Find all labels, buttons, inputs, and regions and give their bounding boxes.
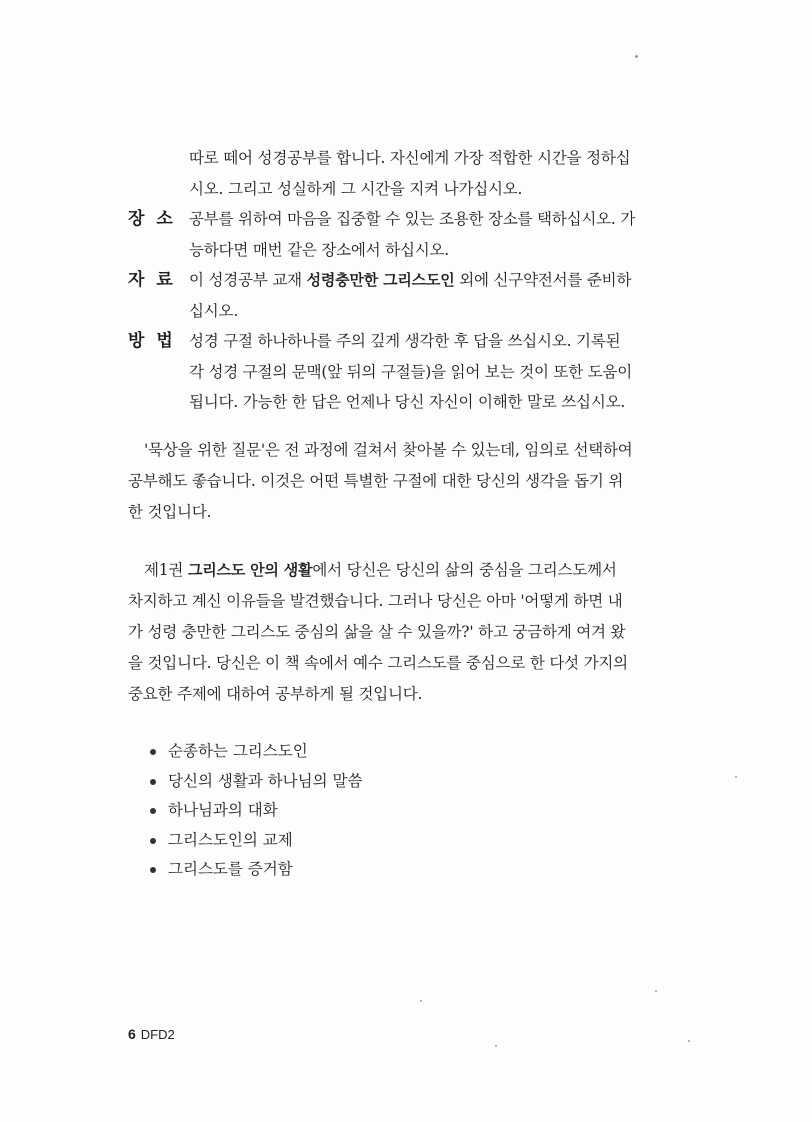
guideline-description xyxy=(189,143,688,204)
text-line: 차지하고 계신 이유들을 발견했습니다. 그러나 당신은 아마 '어떻게 하면 내 xyxy=(128,592,623,610)
bullet-icon xyxy=(150,838,156,844)
page-number: 6 xyxy=(128,1026,136,1042)
meditation-questions-paragraph xyxy=(128,435,673,528)
text-line xyxy=(128,555,673,586)
guideline-time-continued xyxy=(128,143,688,204)
scan-speck xyxy=(735,776,737,778)
guideline-term: 방 법 xyxy=(128,331,176,351)
bullet-icon xyxy=(150,749,156,755)
bullet-icon xyxy=(150,808,156,814)
book-title: 그리스도 안의 생활 xyxy=(187,561,313,579)
topic-label: 그리스도인의 교제 xyxy=(168,830,293,849)
guideline-description xyxy=(189,265,688,326)
topic-label: 당신의 생활과 하나님의 말씀 xyxy=(168,771,363,790)
scan-speck xyxy=(655,990,657,992)
text-line: 능하다면 매번 같은 장소에서 하십시오. xyxy=(189,240,450,259)
scan-speck xyxy=(635,55,638,58)
book-introduction-paragraph xyxy=(128,555,673,710)
text-line: 십시오. xyxy=(189,301,239,320)
guideline-term: 자 료 xyxy=(128,270,176,290)
text-line: 공부해도 좋습니다. 이것은 어떤 특별한 구절에 대한 당신의 생각을 돕기 위 xyxy=(128,472,624,490)
scan-speck xyxy=(420,1000,422,1002)
topic-label: 순종하는 그리스도인 xyxy=(168,742,308,760)
scan-speck xyxy=(688,1040,690,1042)
guideline-description xyxy=(189,204,688,265)
topic-label: 그리스도를 증거함 xyxy=(168,860,293,878)
text-line: 각 성경 구절의 문맥(앞 뒤의 구절들)을 읽어 보는 것이 또한 도움이 xyxy=(189,362,633,381)
text-line: 한 것입니다. xyxy=(128,503,212,521)
list-item xyxy=(148,737,362,767)
text-line: 을 것입니다. 당신은 이 책 속에서 예수 그리스도를 중심으로 한 다섯 가지의 xyxy=(128,654,628,672)
text-line: 공부를 위하여 마음을 집중할 수 있는 조용한 장소를 택하십시오. 가 xyxy=(189,210,636,228)
guideline-description xyxy=(189,326,688,418)
text-line: 가 성령 충만한 그리스도 중심의 삶을 살 수 있을까?' 하고 궁금하게 여겨 왔 xyxy=(128,623,626,641)
list-item xyxy=(148,855,362,885)
text-line xyxy=(128,435,673,466)
text-span: 이 성경공부 교재 xyxy=(189,271,307,289)
guideline-method xyxy=(128,326,688,418)
scan-speck xyxy=(495,1045,497,1047)
page-footer xyxy=(128,1026,175,1042)
text-line: 됩니다. 가능한 한 답은 언제나 당신 자신이 이해한 말로 쓰십시오. xyxy=(189,393,626,411)
bullet-icon xyxy=(150,867,156,873)
text-span: 외에 신구약전서를 준비하 xyxy=(454,271,632,289)
list-item xyxy=(148,796,362,826)
bullet-icon xyxy=(150,779,156,785)
study-guidelines-list xyxy=(128,143,688,418)
text-line: 중요한 주제에 대하여 공부하게 될 것입니다. xyxy=(128,685,423,703)
text-line: 시오. 그리고 성실하게 그 시간을 지켜 나가십시오. xyxy=(189,179,523,198)
guideline-place xyxy=(128,204,688,265)
guideline-materials xyxy=(128,265,688,326)
book-title: 성령충만한 그리스도인 xyxy=(306,271,455,289)
guideline-term: 장 소 xyxy=(128,209,176,229)
topics-list xyxy=(148,737,362,885)
text-line xyxy=(189,265,688,296)
text-span: 에서 당신은 당신의 삶의 중심을 그리스도께서 xyxy=(312,561,617,579)
text-line: 따로 떼어 성경공부를 합니다. 자신에게 가장 적합한 시간을 정하십 xyxy=(189,149,631,167)
topic-label: 하나님과의 대화 xyxy=(168,801,278,819)
text-line: 성경 구절 하나하나를 주의 깊게 생각한 후 답을 쓰십시오. 기록된 xyxy=(189,332,621,350)
list-item xyxy=(148,826,362,856)
text-span: '묵상을 위한 질문'은 전 과정에 걸쳐서 찾아볼 수 있는데, 임의로 선택하여 xyxy=(144,441,633,459)
book-code: DFD2 xyxy=(140,1027,175,1042)
list-item xyxy=(148,767,362,797)
text-span: 제1권 xyxy=(144,561,188,579)
